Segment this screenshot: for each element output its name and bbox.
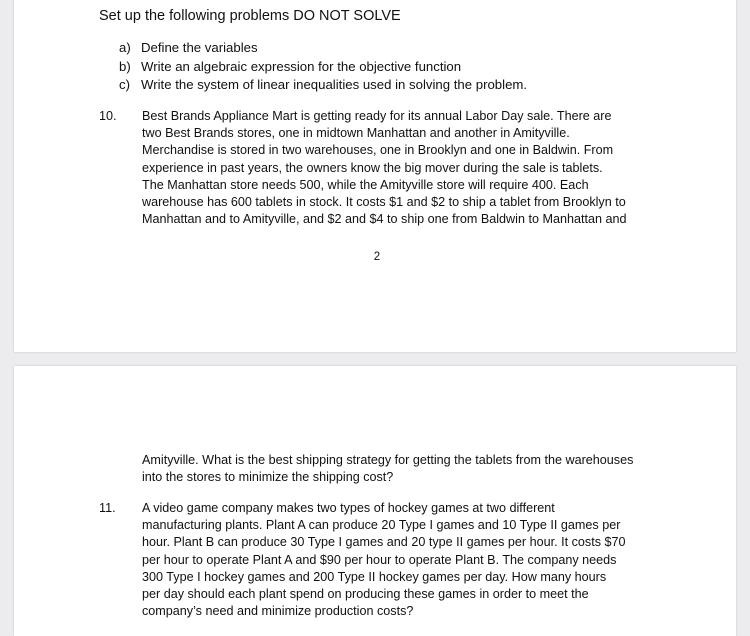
problem-11 <box>99 500 639 620</box>
instructions-title: Set up the following problems DO NOT SOLVE <box>99 8 401 24</box>
instruction-marker: b) <box>119 58 131 74</box>
instruction-item <box>119 76 527 95</box>
problem-10-continued <box>99 452 639 486</box>
problem-text: Amityville. What is the best shipping strategy for getting the tablets from the warehouses into the stores to minimize the shipping cost? <box>142 453 634 485</box>
problem-number: 10. <box>99 109 117 123</box>
page-number: 2 <box>373 251 381 263</box>
instruction-text: Write an algebraic expression for the objective function <box>141 58 462 74</box>
document-page-2 <box>14 366 736 636</box>
problem-text: A video game company makes two types of hockey games at two different manufacturing plants. Plant A can produce 20 Type I games and 10 Type II games per hour. Plant B can produce 30 Type I games and 20 type II games per hour. It costs $70 per hour to operate Plant A and $90 per hour to operate Plant B. The company needs 300 Type I hockey games and 200 Type II hockey games per day. How many hours per day should each plant spend on producing these games in order to meet the company’s need and minimize production costs? <box>142 501 626 619</box>
instruction-marker: c) <box>119 77 130 92</box>
instructions-list <box>119 39 527 95</box>
problem-text: Best Brands Appliance Mart is getting ready for its annual Labor Day sale. There are two Best Brands stores, one in midtown Manhattan and another in Amityville. Merchandise is stored in two warehouses, one in Brooklyn and one in Baldwin. From experience in past years, the owners know the big mover during the sale is tablets. The Manhattan store needs 500, while the Amityville store will require 400. Each warehouse has 600 tablets in stock. It costs $1 and $2 to ship a tablet from Brooklyn to Manhattan and to Amityville, and $2 and $4 to ship one from Baldwin to Manhattan and <box>142 109 627 227</box>
instruction-text: Write the system of linear inequalities used in solving the problem. <box>141 77 528 92</box>
problem-number: 11. <box>99 501 116 515</box>
document-page-1 <box>14 0 736 352</box>
problem-10 <box>99 108 639 228</box>
instruction-item <box>119 39 527 58</box>
instruction-item <box>119 58 527 77</box>
instruction-marker: a) <box>119 40 131 55</box>
instruction-text: Define the variables <box>141 40 258 55</box>
